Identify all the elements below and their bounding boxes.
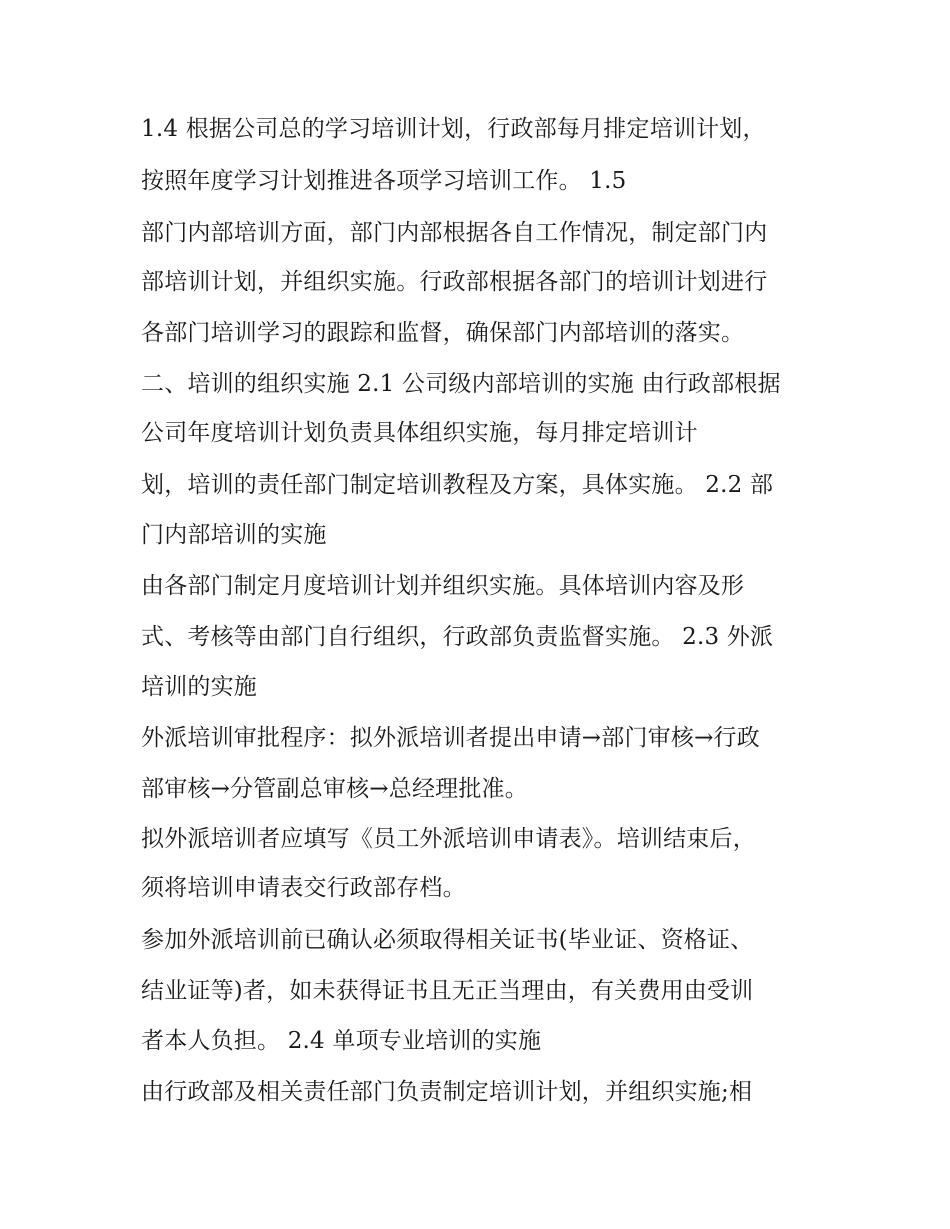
- text-line: 部门内部培训方面，部门内部根据各自工作情况，制定部门内: [141, 220, 768, 246]
- text-line: 由各部门制定月度培训计划并组织实施。具体培训内容及形: [141, 573, 745, 599]
- text-line: 式、考核等由部门自行组织，行政部负责监督实施。 2.3 外派: [141, 624, 774, 650]
- text-line: 结业证等)者，如未获得证书且无正当理由，有关费用由受训: [141, 978, 754, 1004]
- text-line: 外派培训审批程序：拟外派培训者提出申请→部门审核→行政: [141, 725, 760, 751]
- text-line: 须将培训申请表交行政部存档。: [141, 875, 466, 901]
- text-line: 按照年度学习计划推进各项学习培训工作。 1.5: [141, 168, 627, 194]
- text-line: 划，培训的责任部门制定培训教程及方案，具体实施。 2.2 部: [141, 472, 774, 498]
- text-line: 门内部培训的实施: [141, 522, 327, 548]
- text-line: 培训的实施: [141, 674, 257, 700]
- text-line: 各部门培训学习的跟踪和监督，确保部门内部培训的落实。: [141, 320, 745, 346]
- text-line: 部培训计划，并组织实施。行政部根据各部门的培训计划进行: [141, 269, 768, 295]
- text-line: 由行政部及相关责任部门负责制定培训计划，并组织实施;相: [141, 1079, 753, 1105]
- text-line: 者本人负担。 2.4 单项专业培训的实施: [141, 1028, 542, 1054]
- text-line: 参加外派培训前已确认必须取得相关证书(毕业证、资格证、: [141, 927, 754, 953]
- text-line: 公司年度培训计划负责具体组织实施，每月排定培训计: [141, 420, 698, 446]
- text-line: 1.4 根据公司总的学习培训计划，行政部每月排定培训计划，: [141, 116, 766, 142]
- text-line: 二、培训的组织实施 2.1 公司级内部培训的实施 由行政部根据: [141, 371, 781, 397]
- text-line: 拟外派培训者应填写《员工外派培训申请表》。培训结束后，: [141, 826, 756, 852]
- text-line: 部审核→分管副总审核→总经理批准。: [141, 776, 528, 802]
